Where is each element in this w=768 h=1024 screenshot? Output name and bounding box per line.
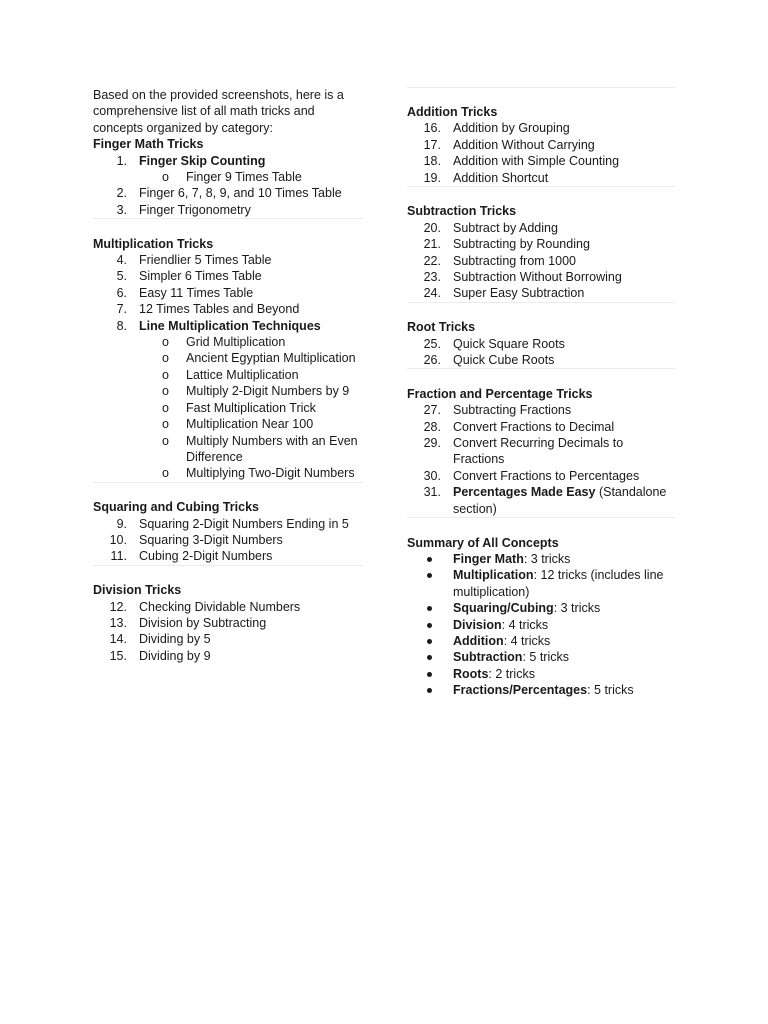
list-item	[93, 202, 363, 218]
list-item	[93, 153, 363, 186]
subtraction-list	[407, 220, 675, 302]
sub-list-item: o Fast Multiplication Trick	[162, 400, 316, 415]
list-item: Fractions/Percentages: 5 tricks	[407, 682, 675, 698]
sub-list-item: o Grid Multiplication	[162, 335, 286, 350]
sub-list-item: o Multiply 2-Digit Numbers by 9	[162, 384, 350, 399]
multiplication-list	[93, 252, 363, 482]
list-item: 5. Simpler 6 Times Table	[116, 269, 262, 284]
list-item: Squaring/Cubing: 3 tricks	[407, 600, 675, 616]
root-list	[407, 336, 675, 369]
circle-bullet-icon: o	[162, 335, 169, 350]
list-item: 23. Subtraction Without Borrowing	[423, 270, 622, 285]
item-number: 2.	[116, 186, 127, 201]
list-item: 22. Subtracting from 1000	[423, 253, 576, 268]
section-title-addition: Addition Tricks	[407, 105, 498, 119]
list-item: 12. Checking Dividable Numbers	[109, 599, 301, 614]
addition-list	[407, 120, 675, 186]
fraction-list	[407, 402, 675, 517]
bullet-icon	[427, 557, 432, 562]
right-column	[407, 87, 675, 699]
list-item: 28. Convert Fractions to Decimal	[423, 419, 615, 434]
list-item: Addition: 4 tricks	[407, 633, 675, 649]
item-label: Finger Trigonometry	[139, 202, 251, 217]
list-item: 19. Addition Shortcut	[423, 170, 549, 185]
list-item: 8. Line Multiplication Techniques o Grid Multiplication o Ancient Egyptian Multiplication o Lattice Multiplication o Multiply 2-Digit Numbers by 9 o Fast Multiplication Trick o Multiplication Near 100 o Multiply Numbers with an Even Difference o Multiplying Two-Digit Numbers	[93, 318, 363, 482]
section-title-multiplication: Multiplication Tricks	[93, 236, 214, 251]
list-item: Roots: 2 tricks	[407, 666, 675, 682]
list-item: 24. Super Easy Subtraction	[423, 286, 585, 301]
circle-bullet-icon: o	[162, 351, 169, 366]
list-item: 10. Squaring 3-Digit Numbers	[109, 532, 283, 547]
circle-bullet-icon: o	[162, 367, 169, 382]
circle-bullet-icon: o	[162, 466, 169, 481]
item-label: Finger Skip Counting	[139, 153, 266, 168]
bullet-icon	[427, 623, 432, 628]
bullet-icon	[427, 639, 432, 644]
bullet-icon	[427, 672, 432, 677]
item-label: Finger 6, 7, 8, 9, and 10 Times Table	[139, 186, 342, 201]
bullet-icon	[427, 688, 432, 693]
item-note: (Standalone section)	[453, 485, 667, 516]
list-item: 11. Cubing 2-Digit Numbers	[110, 549, 273, 564]
sub-list	[139, 334, 363, 482]
bullet-icon	[427, 606, 432, 611]
sub-list-item: o Multiply Numbers with an Even Difference	[162, 433, 358, 464]
list-item: 7. 12 Times Tables and Beyond	[116, 302, 300, 317]
section-title-fraction: Fraction and Percentage Tricks	[407, 386, 593, 401]
list-item: 4. Friendlier 5 Times Table	[116, 253, 272, 268]
list-item: 18. Addition with Simple Counting	[423, 154, 620, 169]
sub-list-item: o Lattice Multiplication	[162, 367, 299, 382]
section-title-root: Root Tricks	[407, 320, 476, 335]
finger-list	[93, 153, 363, 219]
sub-list-item: o Multiplying Two-Digit Numbers	[162, 466, 355, 481]
list-item: Subtraction: 5 tricks	[407, 649, 675, 665]
list-item: Multiplication: 12 tricks (includes line multiplication)	[407, 567, 675, 600]
list-item: 26. Quick Cube Roots	[423, 353, 555, 368]
circle-bullet-icon: o	[162, 400, 169, 415]
list-item: Division: 4 tricks	[407, 617, 675, 633]
list-item: 31. Percentages Made Easy (Standalone section)	[423, 485, 667, 516]
division-list	[93, 599, 363, 665]
list-item: 14. Dividing by 5	[109, 632, 211, 647]
list-item: 6. Easy 11 Times Table	[116, 285, 254, 300]
sub-list-item: o Finger 9 Times Table	[162, 170, 302, 185]
list-item: 16. Addition by Grouping	[423, 121, 570, 136]
left-column	[93, 87, 363, 664]
section-title-squaring: Squaring and Cubing Tricks	[93, 500, 259, 515]
summary-list	[407, 551, 675, 699]
list-item: Finger Math: 3 tricks	[407, 551, 675, 567]
intro-paragraph: Based on the provided screenshots, here is a comprehensive list of all math tricks and concepts organized by category:	[93, 88, 344, 135]
list-item: 9. Squaring 2-Digit Numbers Ending in 5	[116, 516, 349, 531]
circle-bullet-icon: o	[162, 170, 169, 185]
list-item: 17. Addition Without Carrying	[423, 137, 595, 152]
section-title-summary: Summary of All Concepts	[407, 535, 559, 550]
list-item: 20. Subtract by Adding	[423, 220, 558, 235]
list-item	[93, 185, 363, 201]
list-item: 27. Subtracting Fractions	[423, 403, 572, 418]
circle-bullet-icon: o	[162, 433, 169, 448]
circle-bullet-icon: o	[162, 384, 169, 399]
item-number: 3.	[116, 202, 127, 217]
sub-list-item: o Ancient Egyptian Multiplication	[162, 351, 356, 366]
squaring-list	[93, 516, 363, 565]
item-number: 1.	[116, 153, 127, 168]
section-title-subtraction: Subtraction Tricks	[407, 204, 517, 219]
list-item: 29. Convert Recurring Decimals to Fractions	[423, 436, 624, 467]
circle-bullet-icon: o	[162, 417, 169, 432]
section-title-division: Division Tricks	[93, 583, 182, 598]
bullet-icon	[427, 573, 432, 578]
sub-list-item: o Multiplication Near 100	[162, 417, 314, 432]
section-title-finger: Finger Math Tricks	[93, 137, 204, 152]
bullet-icon	[427, 655, 432, 660]
list-item: 25. Quick Square Roots	[423, 336, 565, 351]
sub-list	[139, 169, 363, 185]
list-item: 15. Dividing by 9	[109, 648, 211, 663]
list-item: 13. Division by Subtracting	[109, 615, 267, 630]
list-item: 30. Convert Fractions to Percentages	[423, 468, 640, 483]
list-item: 21. Subtracting by Rounding	[423, 237, 590, 252]
